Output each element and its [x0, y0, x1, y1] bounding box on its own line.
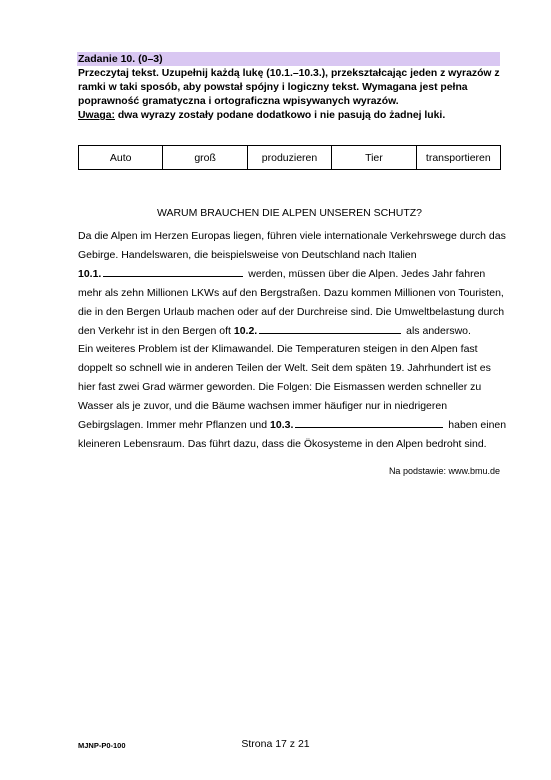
- page-number: Strona 17 z 21: [241, 738, 310, 750]
- word-box-item: groß: [162, 146, 246, 169]
- gap-label-10-1: 10.1.: [78, 268, 102, 280]
- paragraph-text: Da die Alpen im Herzen Europas liegen, führen viele internationale Verkehrswege durch das Gebirge. Handelswaren, die beispielsweise von Deutschland nach Italien: [78, 230, 506, 261]
- paragraph-text: werden, müssen über die Alpen. Jedes Jahr fahren mehr als zehn Millionen LKWs auf den Bergstraßen. Dazu kommen Millionen von Touristen, die in den Bergen Urlaub machen oder auf der Durchreise sind. Die Umweltbelastung durch den Verkehr ist in den Bergen oft: [78, 268, 505, 337]
- task-instructions: [78, 67, 508, 123]
- word-box-item: Tier: [331, 146, 415, 169]
- gap-label-10-2: 10.2.: [233, 325, 258, 337]
- task-header: Zadanie 10. (0–3): [77, 52, 500, 66]
- paragraph-text: als anderswo.: [403, 325, 471, 337]
- paragraph-2: [78, 340, 508, 454]
- word-box-item: transportieren: [416, 146, 500, 169]
- text-title: WARUM BRAUCHEN DIE ALPEN UNSEREN SCHUTZ?: [156, 207, 423, 219]
- footer-code: MJNP-P0-100: [78, 741, 126, 750]
- word-box-item: Auto: [109, 151, 132, 164]
- gap-blank-10-3[interactable]: [295, 417, 443, 428]
- uwaga-label: Uwaga:: [78, 110, 115, 121]
- paragraph-text: Ein weiteres Problem ist der Klimawandel. Die Temperaturen steigen in den Alpen fast doppelt so schnell wie in anderen Teilen der Welt. Seit dem späten 19. Jahrhundert ist es hier fast zwei Grad wärmer geworden. Die Folgen: Die Eismassen werden schneller zu Wasser als je zuvor, und die Bäume wachsen immer häufiger nur in niedrigeren Gebirgslagen. Immer mehr Pflanzen und: [78, 343, 491, 431]
- gap-blank-10-2[interactable]: [259, 323, 401, 334]
- paragraph-text: haben einen kleineren Lebensraum. Das führt dazu, dass die Ökosysteme in den Alpen bedroht sind.: [78, 419, 507, 450]
- source-note: Na podstawie: www.bmu.de: [388, 466, 500, 476]
- instruction-text: Przeczytaj tekst. Uzupełnij każdą lukę (10.1.–10.3.), przekształcając jeden z wyrazów z ramki w taki sposób, aby powstał spójny i logiczny tekst. Wymagana jest pełna poprawność gramatyczna i ortograficzna wpisywanych wyrazów.: [78, 68, 500, 107]
- word-box-item: produzieren: [247, 146, 331, 169]
- paragraph-1: [78, 227, 508, 341]
- gap-blank-10-1[interactable]: [103, 266, 243, 277]
- gap-label-10-3: 10.3.: [270, 419, 294, 431]
- word-box: [78, 145, 501, 170]
- uwaga-text: dwa wyrazy zostały podane dodatkowo i nie pasują do żadnej luki.: [114, 110, 446, 121]
